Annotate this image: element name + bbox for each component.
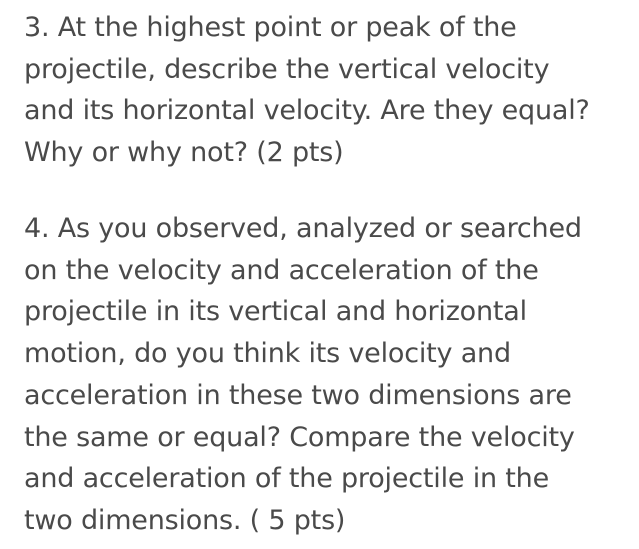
question-4-line-4: motion, do you think its velocity and — [24, 338, 511, 370]
question-4-line-2: on the velocity and acceleration of the — [24, 254, 539, 286]
question-3-line-4: Why or why not? (2 pts) — [24, 137, 344, 169]
question-4-line-3: projectile in its vertical and horizontal — [24, 296, 527, 328]
question-3-line-2: projectile, describe the vertical velocity — [24, 53, 550, 85]
question-3 — [24, 7, 590, 174]
question-4-line-5: acceleration in these two dimensions are — [24, 379, 572, 411]
question-4-line-8: two dimensions. ( 5 pts) — [24, 504, 346, 536]
question-3-line-1: 3. At the highest point or peak of the — [24, 12, 517, 43]
question-4 — [24, 208, 582, 542]
question-4-line-1: 4. As you observed, analyzed or searched — [24, 213, 582, 244]
question-4-line-7: and acceleration of the projectile in the — [24, 463, 549, 495]
question-4-line-6: the same or equal? Compare the velocity — [24, 421, 575, 453]
question-3-line-3: and its horizontal velocity. Are they equal? — [24, 95, 590, 127]
